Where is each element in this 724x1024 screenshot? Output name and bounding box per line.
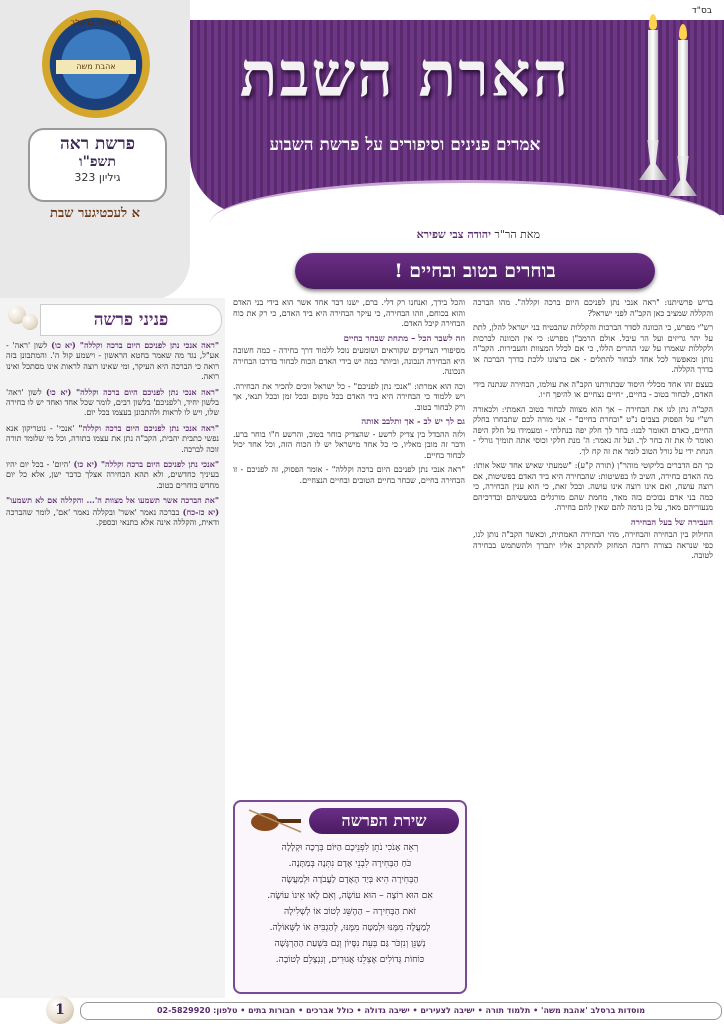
poem-line: רְאֵה אָנֹכִי נֹתֵן לִפְנֵיכֶם הַיּוֹם בְּרָכָה וּקְלָלָה	[281, 843, 419, 853]
shira-poem	[243, 842, 457, 987]
pearls-icon	[6, 298, 42, 334]
poem-line: לְמַעֲלָה מִמֶּנּוּ וּלְמַטָּה מִמֶּנּוּ, לְהַגְבִּיהַּ אוֹ לַשְּׁאוֹלָה.	[269, 923, 431, 933]
masthead-title: הארת השבת	[239, 38, 571, 111]
article-paragraph: רש"י מפרש, כי הכוונה לסדר הברכות והקללות שהבטיח בני ישראל להלן, לתת על יהר גריזים ועל הר עיבל. אולם הרמב"ן מפרש: כי אין הכוונה לברכות ולקללות שאמרו על שני ההרים הללו, כי אם לכלל המצוות והעבירות. הקב"ה נותן ומאפשר לכל אחד לבחור להתלים - אם ברצונו ללכת בדרך הברכה או בדרך הקללה.	[473, 323, 713, 374]
article-paragraph: הקב"ה נתן לנו את הבחירה – אך הוא מצווה לבחור בטוב האמתי: ולכאורה רש"י על הפסוק בצבים נ"ט "ובחרת בחיים" - אני מורה לכם שתבחרו בחלק החיים, כאדם האומר לבנו: בחר לך חלק יפה בנחלתי - ומעמידו על חלק היפה ואומר לו את זה בחר לך. ועל זה נאמר: ה' מנת חלקי וכוסי אתה תומיך גורלי - הנחת ידי על גורל הטוב לומר את זה קח לך.	[473, 404, 713, 456]
bsd-mark: בס"ד	[691, 6, 712, 16]
article-column-middle	[233, 298, 465, 788]
article-paragraph: וכה הוא אמרתו: "אנכי נתן לפניכם" - כל ישראל זוכים להכיר את הבחירה. ויש ללמוד כי הבחירה היא ביד האדם בכל מקום ובכל זמן ובכל תנאי, אך ורק לבחור בטוב.	[233, 381, 465, 412]
article-headline: בוחרים בטוב ובחיים !	[295, 253, 655, 289]
article-paragraph: והכל בידך, ואנחנו רק דלי. ברם, ישנו דבר אחד אשר הוא בידי בני האדם והוא בכוחם, וזהו הבחירה, כי עיקר הבחירה היא ביד האדם, כי רק את כוח הבחירה קיבל האדם.	[233, 298, 465, 328]
article-subheading: וזה לשבר הכל – מתחת שבחר בחיים	[343, 333, 465, 344]
violin-icon	[245, 806, 305, 836]
poem-line: נְשַׁנֵּן וְנִזְכֹּר גַּם בְּעֵת נִסָּיוֹן וְגַם בִּשְׁעַת הַהַרְגָּשָׁה	[274, 939, 426, 949]
issue-number: גיליון 323	[74, 171, 121, 184]
article-paragraph: "ראה אנכי נתן לפניכם היום ברכה וקללה" - אומר הפסוק, זה לפניכם - זו הבחירה בחיים, שבחר בחיים הטובים ובחיים הנצחיים.	[233, 465, 465, 485]
issue-year: תשפ"ו	[79, 154, 116, 170]
sidebar-title: פניני פרשה	[40, 304, 222, 336]
shirat-haparsha-box	[233, 800, 467, 994]
poem-line: כּוֹחוֹת גְּדוֹלִים אֶצְלֵנוּ אֲגוּרִים, וְנִנְצָלֵם לְטוֹבָה.	[275, 955, 425, 965]
poem-line: הַבְּחִירָה הִיא בְּיַד הָאָדָם לַעֲבֹדָה וּלְמַעֲשֶׂה	[281, 875, 419, 885]
article-paragraph: בריש פרשיתנו: "ראה אנכי נתן לפניכם היום ברכה וקללה". מהו הברכה והקללה שמציב כאן הקב"ה לפני ישראל?	[473, 298, 713, 318]
page-number: 1	[46, 996, 74, 1024]
article-paragraph: ולזה ההבדל בין צדיק לרשע - שהצדיק בוחר בטוב, והרשע ח"ו בוחר ברע. ודבר זה מובן מאליו, כי כל אחד מישראל יש לו הכוח הזה, וכל אחד יכול לבחור בחיים.	[233, 429, 465, 460]
article-paragraph: כך הם הדברים בליקוטי מוהר"ן (תורה ק"ע): "שמעתי שאיש אחד שאל אותו: מה האדם בחירה, השיב לו בפשיטות: שהבחירה היא ביד האדם בפשיטות, אם רוצה עושה, ואם אינו רוצה אינו עושה. ובכל זאת, כי הוא ענין הבחירה, כי כמה בני אדם נבוכים בזה מאד, מחמת שהם מורגלים במעשיהם ובדרכיהם מנעוריהם מאד, על כן נדמה להם שאין להם בחירה.	[473, 461, 713, 512]
article-column-right	[473, 298, 713, 988]
issue-panel	[0, 0, 190, 300]
author-name: יהודה צבי שפירא	[416, 228, 491, 241]
sidebar-item: "אנכי נתן לפניכם היום ברכה וקללה" (יא כו) 'היום' - בכל יום יהיו בעיניך כחדשים, ולא תהא הבחירה אצלך כדבר ישן, אלא כל יום מחדש בוחרים בטוב.	[6, 459, 219, 490]
article-subheading: העבירה של בעל הבחירה	[630, 517, 713, 528]
poem-line: אִם הוּא רוֹצֶה – הוּא עוֹשֶׂה, וְאִם לָאו אֵינוֹ עוֹשֶׂה.	[267, 891, 433, 901]
sidebar-item: "ראה אנכי נתן לפניכם היום ברכה וקללה" 'אנכי' - נוטריקון אנא נפשי כתבית יהבית, הקב"ה נתן את עצמו בתורה, וכל מי שלומד תורה זוכה לברכה.	[6, 422, 219, 454]
logo-badge-text: אהבת משה	[56, 60, 136, 74]
parsha-name: פרשת ראה	[60, 134, 135, 154]
footer-contact-bar: מוסדות ברסלב 'אהבת משה' • תלמוד תורה • ישיבה לצעירים • ישיבה גדולה • כולל אברכים • חבורות בתים • טלפון: 02-5829920	[80, 1002, 722, 1020]
sidebar-item: "את הברכה אשר תשמעו אל מצוות ה'... והקללה אם לא תשמעו" (יא כז-כח) בברכה נאמר 'אשר' ובקללה נאמר 'אם', לומר שהברכה ודאית, והקללה אינה אלא בתנאי ובספק.	[6, 495, 219, 528]
author-line	[240, 228, 540, 241]
masthead-subtitle: אמרים פנינים וסיפורים על פרשת השבוע	[269, 135, 541, 155]
sidebar-item: "ראה אנכי נתן לפניכם היום ברכה וקללה" (יא כו) לשון 'ראה' - אע"ל, נגד מה שאמר בחטא הראשון - וישמע קול ה'. והמתבונן בזה רואה כי הברכה היא העיקר, ומי שאינו רוצה לראות אינו מסתכל ואינו רואה.	[6, 340, 219, 382]
author-prefix: מאת הר"ר	[494, 228, 540, 241]
shira-title: שירת הפרשה	[309, 808, 459, 834]
sidebar-body	[6, 340, 219, 980]
poem-line: כֹּחַ הַבְּחִירָה לִבְנֵי אָדָם נִתְּנָה בְּמַתָּנָה.	[288, 859, 412, 869]
sidebar-item: "ראה אנכי נתן לפניכם היום ברכה וקללה" (יא כו) לשון 'ראה' בלשון יחיד, ו'לפניכם' בלשון רבים, לומר שכל אחד ואחד יש לו בחירה שלו, ויש לו לראות ולהתבונן בעצמו בכל יום.	[6, 386, 219, 418]
article-subheading: גם לך יש לב - אך ותלבב אותה	[361, 417, 465, 427]
page-footer	[0, 996, 724, 1024]
article-paragraph: מסיפורי הצדיקים שקוראים ושומעים נוכל ללמוד דרך בחירה - כמה חשובה היא הבחירה הנכונה, וביותר כמה יש בידי האדם הכוח לבחור בדרכו הבחירה הנכונה.	[233, 346, 465, 376]
logo-top-text: מוסדות ברסלב	[70, 18, 122, 27]
article-paragraph: בעצם זהו אחד מכללי היסוד שבתורתנו הקב"ה את עולמו, הבחירה שנתנה בידי האדם, לבחור בטוב - בחיים, ״חיים נצחיים או להיפך ח״ו.	[473, 379, 713, 399]
shabbat-greeting: א לעכטיגער שבת	[50, 206, 140, 221]
issue-info-box	[28, 128, 167, 202]
poem-line: זֹאת הַבְּחִירָה – הַהֶשֵּׁג לְטוֹב אוֹ לְשְׁלִילָה	[283, 907, 417, 917]
pninei-parsha-sidebar	[0, 298, 225, 998]
article-paragraph: החילוק בין הבחירה והבחירה, מהי הבחירה האמתית, וכאשר הקב"ה נותן לנו, כפי שנראה בצורה רחבה המחזק להתקרב אליו יתברך ולהשתמש בבחירה לטובה.	[473, 530, 713, 560]
institution-logo	[42, 10, 150, 118]
